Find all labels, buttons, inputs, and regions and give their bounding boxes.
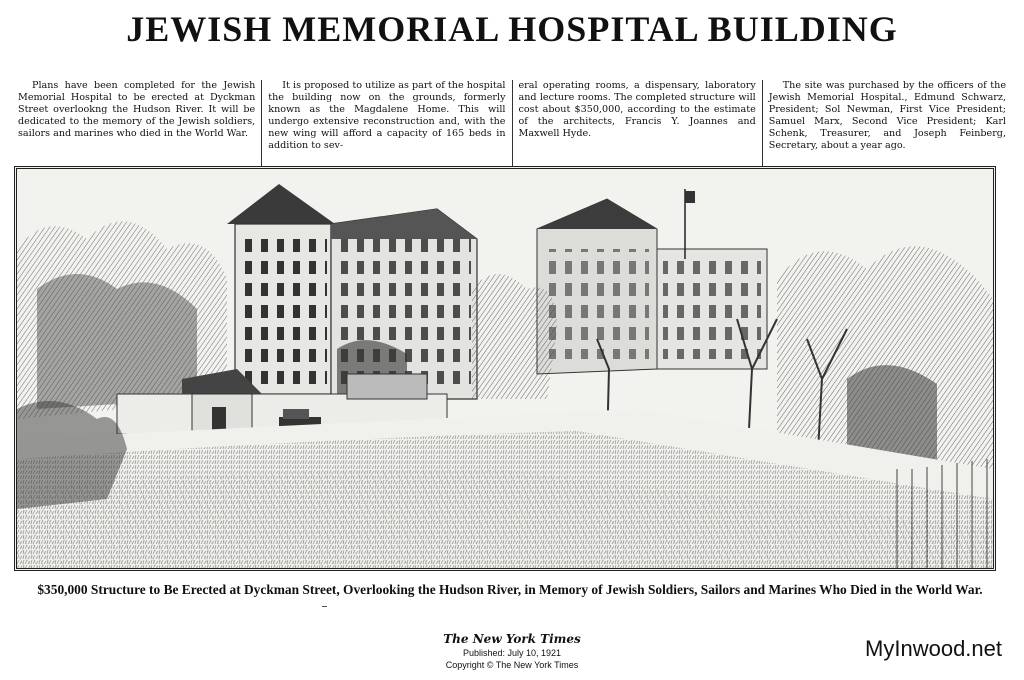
column-text: It is proposed to utilize as part of the hospital the building now on the grounds, formerly known as the Magdalene Home. This will undergo extensive reconstruction and, with the new wing will afford a capacity of 165 beds in addition to sev- xyxy=(268,80,506,151)
article-headline: JEWISH MEMORIAL HOSPITAL BUILDING xyxy=(126,9,898,49)
article-column-1 xyxy=(12,80,261,166)
article-column-3 xyxy=(512,80,762,166)
site-credit: MyInwood.net xyxy=(865,636,1002,661)
divider xyxy=(322,606,327,607)
hospital-illustration xyxy=(14,166,996,571)
article-column-2 xyxy=(261,80,511,166)
publication-date: Published: July 10, 1921 xyxy=(462,648,562,658)
column-text: Plans have been completed for the Jewish Memorial Hospital to be erected at Dyckman Street overlookng the Hudson River. It will be dedicated to the memory of the Jewish soldiers, sailors and marines who died in the World War. xyxy=(18,80,256,139)
copyright-notice: Copyright © The New York Times xyxy=(445,660,579,670)
article-column-4 xyxy=(762,80,1012,166)
illustration-caption: $350,000 Structure to Be Erected at Dyckman Street, Overlooking the Hudson River, in Memory of Jewish Soldiers, Sailors and Marines Who Died in the World War. xyxy=(37,582,983,597)
article-body xyxy=(12,80,1012,166)
hospital-sketch-drawing xyxy=(17,169,993,568)
newspaper-masthead: The New York Times xyxy=(443,632,581,646)
column-text: The site was purchased by the officers of the Jewish Memorial Hospital., Edmund Schwarz, President; Sol Newman, First Vice President; Samuel Marx, Second Vice President; Karl Schenk, Treasurer, and Joseph Feinberg, Secretary, about a year ago. xyxy=(768,80,1006,151)
column-text: eral operating rooms, a dispensary, laboratory and lecture rooms. The completed structure will cost about $350,000, according to the estimate of the architects, Francis Y. Joannes and Maxwell Hyde. xyxy=(518,80,756,139)
